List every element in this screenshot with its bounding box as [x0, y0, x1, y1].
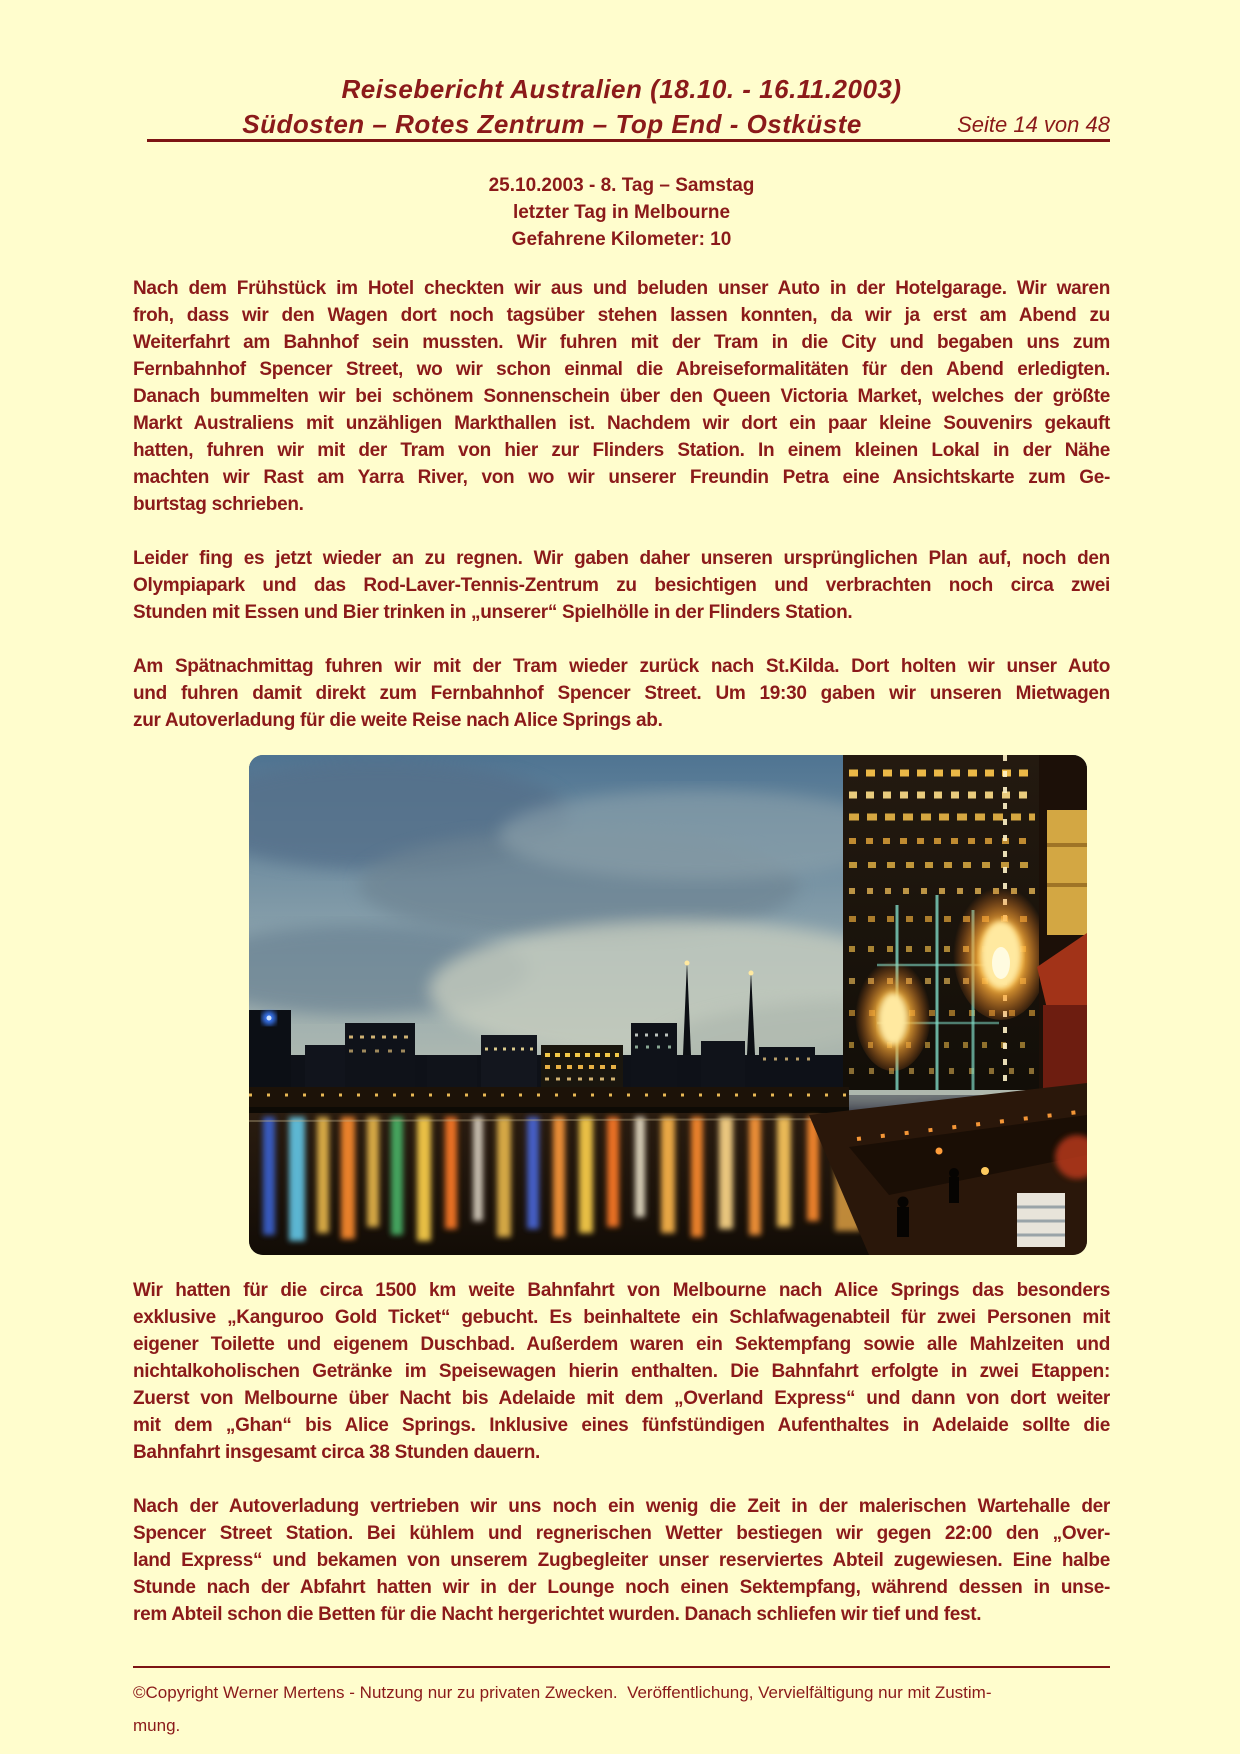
paragraph: [133, 653, 1110, 734]
header-rule: [147, 106, 1110, 142]
paragraph-line: mit dem „Ghan“ bis Alice Springs. Inklusive eines fünfstündigen Aufenthaltes in Adelaide sollte die: [133, 1415, 1110, 1436]
paragraph-line: Fernbahnhof Spencer Street, wo wir schon einmal die Abreiseformalitäten für den Abend erledigten.: [133, 359, 1110, 380]
day-header-kilometers: Gefahrene Kilometer: 10: [511, 229, 732, 250]
paragraph-line: Spencer Street Station. Bei kühlem und regnerischen Wetter bestiegen wir gegen 22:00 den „Over-: [133, 1523, 1110, 1544]
paragraph-line: froh, dass wir den Wagen dort noch tagsüber stehen lassen konnten, da wir ja erst am Abend zu: [133, 305, 1110, 326]
paragraph-line: rem Abteil schon die Betten für die Nacht hergerichtet wurden. Danach schliefen wir tief und fest.: [133, 1604, 982, 1625]
paragraph-line: Am Spätnachmittag fuhren wir mit der Tram wieder zurück nach St.Kilda. Dort holten wir unser Auto: [133, 656, 1110, 677]
paragraph-line: zur Autoverladung für die weite Reise nach Alice Springs ab.: [133, 710, 663, 731]
report-subtitle: Südosten – Rotes Zentrum – Top End - Ostküste: [242, 109, 862, 139]
paragraph-line: Wir hatten für die circa 1500 km weite Bahnfahrt von Melbourne nach Alice Springs das besonders: [133, 1280, 1110, 1301]
report-title: Reisebericht Australien (18.10. - 16.11.2003): [341, 74, 902, 104]
paragraph: [133, 275, 1110, 518]
paragraph: [133, 545, 1110, 626]
body-paragraphs-top: [133, 275, 1110, 734]
day-header-subline: letzter Tag in Melbourne: [512, 202, 731, 223]
paragraph-line: und fuhren damit direkt zum Fernbahnhof Spencer Street. Um 19:30 gaben wir unseren Mietwagen: [133, 683, 1110, 704]
paragraph-line: exklusive „Kanguroo Gold Ticket“ gebucht. Es beinhaltete ein Schlafwagenabteil für zwei Personen mit: [133, 1307, 1110, 1328]
day-header: [133, 172, 1110, 253]
paragraph-line: Zuerst von Melbourne über Nacht bis Adelaide mit dem „Overland Express“ und dann von dort weiter: [133, 1388, 1110, 1409]
photo-right-structures: [1037, 755, 1087, 1115]
paragraph-line: Weiterfahrt am Bahnhof sein mussten. Wir fuhren mit der Tram in die City und begaben uns zum: [133, 332, 1110, 353]
photo-illustration: [249, 755, 1087, 1255]
paragraph-line: Danach bummelten wir bei schönem Sonnenschein über den Queen Victoria Market, welches der größte: [133, 386, 1110, 407]
paragraph-line: Olympiapark und das Rod-Laver-Tennis-Zentrum zu besichtigen und verbrachten noch circa zwei: [133, 575, 1110, 596]
paragraph-line: Markt Australiens mit unzähligen Markthallen ist. Nachdem wir dort ein paar kleine Souvenirs gekauft: [133, 413, 1110, 434]
copyright-line: ©Copyright Werner Mertens - Nutzung nur zu privaten Zwecken. Veröffentlichung, Vervielfältigung nur mit Zustim-: [133, 1683, 992, 1702]
paragraph-line: Nach dem Frühstück im Hotel checkten wir aus und beluden unser Auto in der Hotelgarage. Wir waren: [133, 278, 1110, 299]
day-header-date: 25.10.2003 - 8. Tag – Samstag: [488, 175, 755, 196]
body-paragraphs-bottom: [133, 1277, 1110, 1628]
paragraph-line: Leider fing es jetzt wieder an zu regnen. Wir gaben daher unseren ursprünglichen Plan auf, noch den: [133, 548, 1110, 569]
paragraph-line: eigener Toilette und eigenem Duschbad. Außerdem waren ein Sektempfang sowie alle Mahlzeiten und: [133, 1334, 1110, 1355]
page-footer: [133, 1666, 1110, 1742]
paragraph-line: hatten, fuhren wir mit der Tram von hier zur Flinders Station. In einem kleinen Lokal in der Nähe: [133, 440, 1110, 461]
copyright-line-continued: mung.: [133, 1716, 181, 1735]
paragraph-line: Stunde nach der Abfahrt hatten wir in der Lounge noch einen Sektempfang, während dessen in unse-: [133, 1577, 1110, 1598]
melbourne-night-photo: [249, 755, 1087, 1255]
paragraph-line: Bahnfahrt insgesamt circa 38 Stunden dauern.: [133, 1442, 541, 1463]
page-number: Seite 14 von 48: [957, 112, 1110, 137]
paragraph-line: burtstag schrieben.: [133, 494, 304, 515]
paragraph-line: machten wir Rast am Yarra River, von wo wir unserer Freundin Petra eine Ansichtskarte zum Ge-: [133, 467, 1110, 488]
paragraph-line: Nach der Autoverladung vertrieben wir uns noch ein wenig die Zeit in der malerischen Wartehalle der: [133, 1496, 1110, 1517]
paragraph: [133, 1493, 1110, 1628]
paragraph: [133, 1277, 1110, 1466]
photo-bridge: [249, 1087, 849, 1115]
paragraph-line: nichtalkoholischen Getränke im Speisewagen hierin enthalten. Die Bahnfahrt erfolgte in zwei Etappen:: [133, 1361, 1110, 1382]
paragraph-line: land Express“ und bekamen von unserem Zugbegleiter unser reserviertes Abteil zugewiesen. Eine halbe: [133, 1550, 1110, 1571]
paragraph-line: Stunden mit Essen und Bier trinken in „unserer“ Spielhölle in der Flinders Station.: [133, 602, 853, 623]
